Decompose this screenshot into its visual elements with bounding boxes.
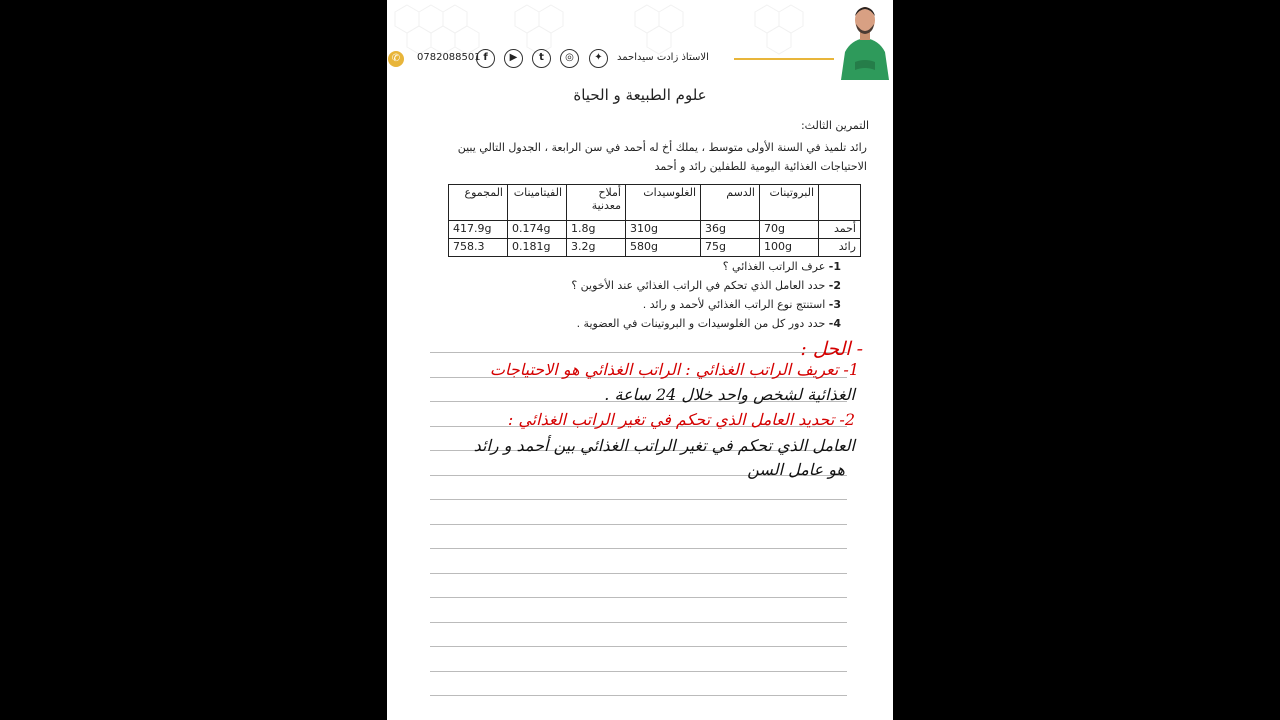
question-item: 2- حدد العامل الذي تحكم في الراتب الغذائي عند الأخوين ؟	[571, 279, 841, 292]
teacher-avatar	[837, 0, 893, 80]
table-cell: 100g	[760, 239, 819, 257]
ruled-line	[430, 548, 847, 549]
table-header-cell: المجموع	[449, 185, 508, 221]
handwritten-answer-line: الغذائية لشخص واحد خلال 24 ساعة .	[604, 385, 855, 404]
exercise-intro: رائد تلميذ في السنة الأولى متوسط ، يملك أخ له أحمد في سن الرابعة ، الجدول التالي يبين الاحتياجات الغذائية اليومية للطفلين رائد و أحمد	[457, 141, 867, 173]
nutrition-table	[448, 184, 861, 257]
table-cell: 0.174g	[508, 221, 567, 239]
table-cell: 758.3	[449, 239, 508, 257]
ruled-line	[430, 671, 847, 672]
table-header-cell: الغلوسيدات	[626, 185, 701, 221]
table-cell: 0.181g	[508, 239, 567, 257]
phone-number: 0782088501	[417, 52, 481, 63]
table-row	[449, 239, 861, 257]
table-header-row	[449, 185, 861, 221]
table-header-cell	[819, 185, 861, 221]
ruled-line	[430, 597, 847, 598]
row-label: رائد	[819, 239, 861, 257]
table-header-cell: أملاح معدنية	[567, 185, 626, 221]
handwritten-answer-line: العامل الذي تحكم في تغير الراتب الغذائي بين أحمد و رائد	[473, 436, 855, 455]
youtube-icon[interactable]: ▶	[504, 49, 523, 68]
teacher-name: الاستاذ زادت سيداحمد	[617, 52, 709, 63]
table-cell: 70g	[760, 221, 819, 239]
worksheet-page	[387, 0, 893, 720]
table-cell: 310g	[626, 221, 701, 239]
twitter-icon[interactable]: ✦	[589, 49, 608, 68]
table-cell: 3.2g	[567, 239, 626, 257]
question-item: 3- استنتج نوع الراتب الغذائي لأحمد و رائد .	[642, 298, 841, 311]
row-label: أحمد	[819, 221, 861, 239]
phone-icon: ✆	[388, 51, 404, 67]
ruled-line	[430, 352, 847, 353]
table-cell: 75g	[701, 239, 760, 257]
handwritten-solution-heading: - الحل :	[800, 338, 863, 360]
table-cell: 1.8g	[567, 221, 626, 239]
ruled-line	[430, 524, 847, 525]
handwritten-answer-line: 2- تحديد العامل الذي تحكم في تغير الراتب الغذائي :	[507, 410, 855, 429]
tumblr-icon[interactable]: t	[532, 49, 551, 68]
table-header-cell: الفيتامينات	[508, 185, 567, 221]
exercise-title: التمرين الثالث:	[800, 119, 869, 132]
question-list	[571, 257, 841, 333]
table-cell: 36g	[701, 221, 760, 239]
instagram-icon[interactable]: ◎	[560, 49, 579, 68]
accent-line	[734, 58, 834, 60]
table-cell: 580g	[626, 239, 701, 257]
ruled-line	[430, 499, 847, 500]
ruled-line	[430, 695, 847, 696]
table-cell: 417.9g	[449, 221, 508, 239]
table-header-cell: الدسم	[701, 185, 760, 221]
ruled-line	[430, 573, 847, 574]
document-title: علوم الطبيعة و الحياة	[573, 86, 707, 104]
table-row	[449, 221, 861, 239]
handwritten-answer-line: هو عامل السن	[747, 460, 845, 479]
ruled-line	[430, 646, 847, 647]
ruled-line	[430, 622, 847, 623]
question-item: 4- حدد دور كل من الغلوسيدات و البروتينات في العضوية .	[576, 317, 841, 330]
table-header-cell: البروتينات	[760, 185, 819, 221]
facebook-icon[interactable]: f	[476, 49, 495, 68]
hexagon-pattern	[387, 0, 893, 60]
handwritten-answer-line: 1- تعريف الراتب الغذائي : الراتب الغذائي هو الاحتياجات	[489, 360, 859, 379]
question-item: 1- عرف الراتب الغذائي ؟	[722, 260, 841, 273]
